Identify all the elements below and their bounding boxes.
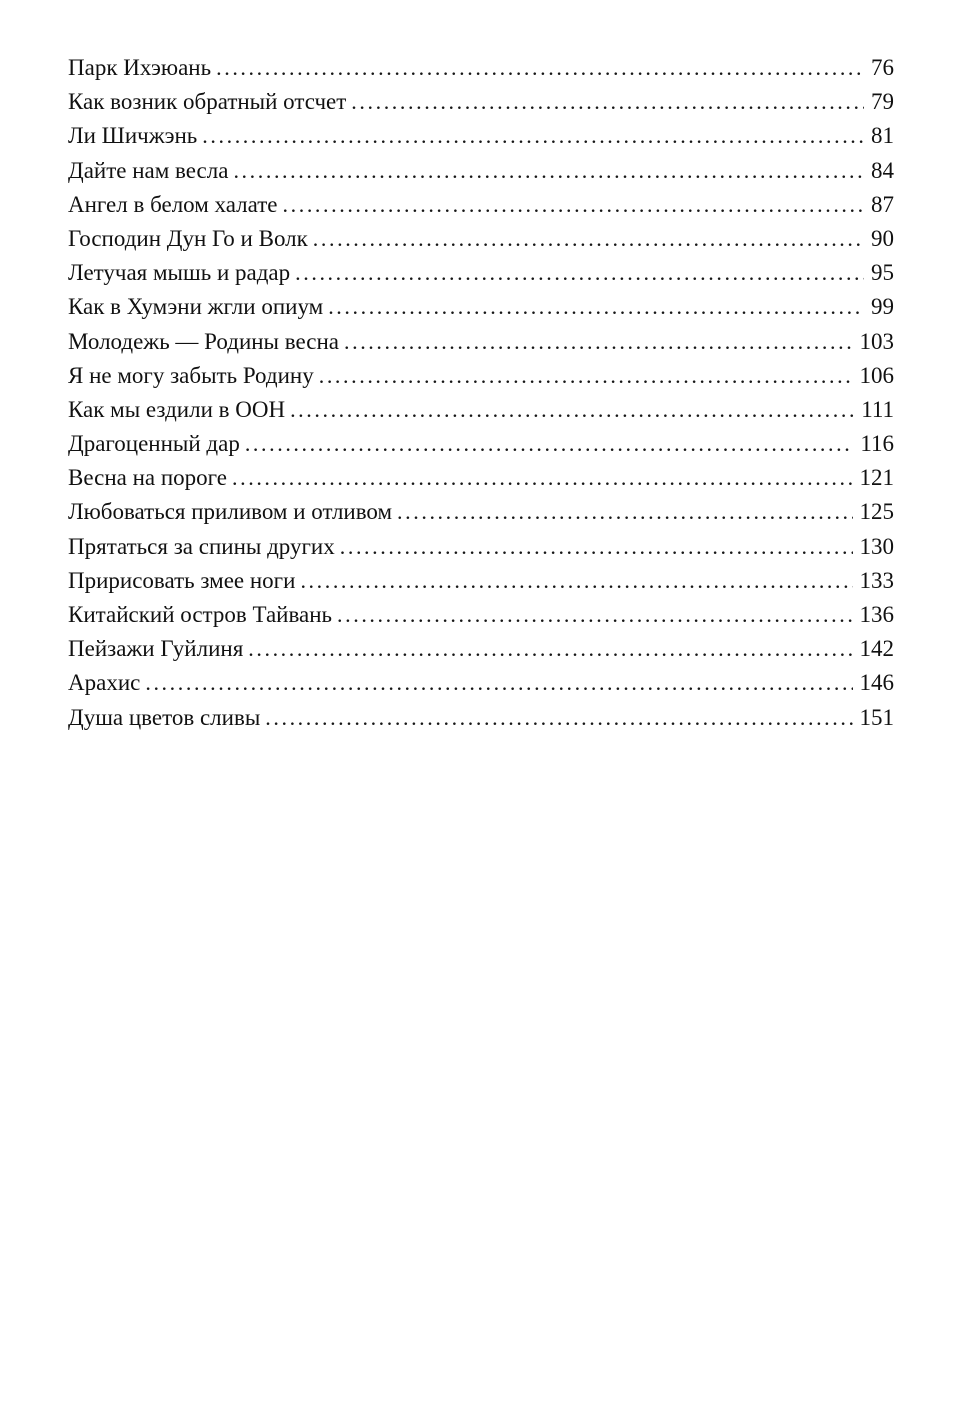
toc-entry bbox=[68, 89, 894, 123]
toc-entry bbox=[68, 158, 894, 192]
dot-leader bbox=[216, 55, 864, 81]
toc-entry-page-number: 111 bbox=[861, 396, 894, 422]
toc-entry-title: Прятаться за спины других bbox=[68, 533, 335, 559]
toc-list bbox=[68, 55, 894, 739]
toc-entry bbox=[68, 636, 894, 670]
dot-leader bbox=[265, 705, 852, 731]
dot-leader bbox=[245, 431, 854, 457]
toc-entry-title: Пририсовать змее ноги bbox=[68, 567, 296, 593]
toc-entry bbox=[68, 260, 894, 294]
toc-entry-page-number: 136 bbox=[859, 602, 894, 627]
toc-entry-title: Весна на пороге bbox=[68, 465, 228, 491]
dot-leader bbox=[397, 499, 852, 525]
toc-entry-title: Господин Дун Го и Волк bbox=[68, 225, 308, 251]
toc-entry bbox=[68, 192, 894, 226]
toc-entry bbox=[68, 397, 894, 431]
toc-entry-title: Ангел в белом халате bbox=[68, 191, 278, 217]
dot-leader bbox=[283, 192, 864, 218]
toc-entry-title: Как возник обратный отсчет bbox=[68, 89, 347, 115]
toc-entry-page-number: 116 bbox=[860, 431, 894, 457]
toc-entry-page-number: 95 bbox=[871, 260, 894, 286]
toc-entry bbox=[68, 329, 894, 363]
toc-entry-title: Арахис bbox=[68, 670, 141, 696]
toc-entry-page-number: 87 bbox=[871, 191, 894, 217]
toc-entry-title: Парк Ихэюань bbox=[68, 55, 212, 80]
dot-leader bbox=[295, 260, 864, 286]
toc-entry bbox=[68, 294, 894, 328]
dot-leader bbox=[248, 636, 852, 662]
toc-entry-page-number: 125 bbox=[859, 499, 894, 525]
toc-entry-title: Душа цветов сливы bbox=[68, 704, 261, 730]
dot-leader bbox=[344, 329, 853, 355]
toc-entry-title: Ли Шичжэнь bbox=[68, 123, 198, 149]
toc-entry-page-number: 103 bbox=[859, 328, 894, 354]
toc-entry-page-number: 130 bbox=[859, 533, 894, 559]
toc-entry bbox=[68, 465, 894, 499]
dot-leader bbox=[290, 397, 854, 423]
dot-leader bbox=[300, 568, 852, 594]
dot-leader bbox=[328, 294, 864, 320]
toc-entry-page-number: 99 bbox=[871, 294, 894, 320]
toc-entry-title: Летучая мышь и радар bbox=[68, 260, 291, 286]
toc-entry-page-number: 79 bbox=[871, 89, 894, 115]
toc-entry-title: Молодежь — Родины весна bbox=[68, 328, 339, 354]
toc-entry-title: Дайте нам весла bbox=[68, 157, 229, 183]
dot-leader bbox=[351, 89, 864, 115]
toc-entry-page-number: 90 bbox=[871, 225, 894, 251]
dot-leader bbox=[340, 534, 853, 560]
toc-entry bbox=[68, 123, 894, 157]
toc-entry-title: Драгоценный дар bbox=[68, 431, 240, 457]
toc-entry bbox=[68, 499, 894, 533]
toc-entry bbox=[68, 431, 894, 465]
toc-entry-page-number: 146 bbox=[859, 670, 894, 696]
toc-entry bbox=[68, 55, 894, 89]
toc-entry-title: Любоваться приливом и отливом bbox=[68, 499, 393, 525]
toc-entry-title: Китайский остров Тайвань bbox=[68, 602, 333, 627]
dot-leader bbox=[337, 602, 852, 628]
toc-entry-page-number: 121 bbox=[859, 465, 894, 491]
toc-entry-page-number: 142 bbox=[859, 636, 894, 662]
toc-entry bbox=[68, 670, 894, 704]
toc-entry bbox=[68, 534, 894, 568]
toc-entry-title: Как мы ездили в ООН bbox=[68, 396, 286, 422]
toc-entry-page-number: 133 bbox=[859, 567, 894, 593]
dot-leader bbox=[202, 123, 864, 149]
toc-entry-title: Как в Хумэни жгли опиум bbox=[68, 294, 324, 320]
toc-entry-page-number: 106 bbox=[859, 362, 894, 388]
toc-entry-title: Я не могу забыть Родину bbox=[68, 362, 314, 388]
toc-entry bbox=[68, 602, 894, 636]
dot-leader bbox=[233, 158, 864, 184]
toc-entry bbox=[68, 226, 894, 260]
toc-entry-page-number: 76 bbox=[871, 55, 894, 80]
dot-leader bbox=[319, 363, 853, 389]
dot-leader bbox=[313, 226, 864, 252]
dot-leader bbox=[145, 670, 852, 696]
toc-entry-page-number: 151 bbox=[859, 704, 894, 730]
toc-entry bbox=[68, 363, 894, 397]
toc-entry-title: Пейзажи Гуйлиня bbox=[68, 636, 244, 662]
dot-leader bbox=[232, 465, 852, 491]
toc-entry-page-number: 81 bbox=[871, 123, 894, 149]
toc-entry bbox=[68, 705, 894, 739]
toc-entry bbox=[68, 568, 894, 602]
toc-entry-page-number: 84 bbox=[871, 157, 894, 183]
